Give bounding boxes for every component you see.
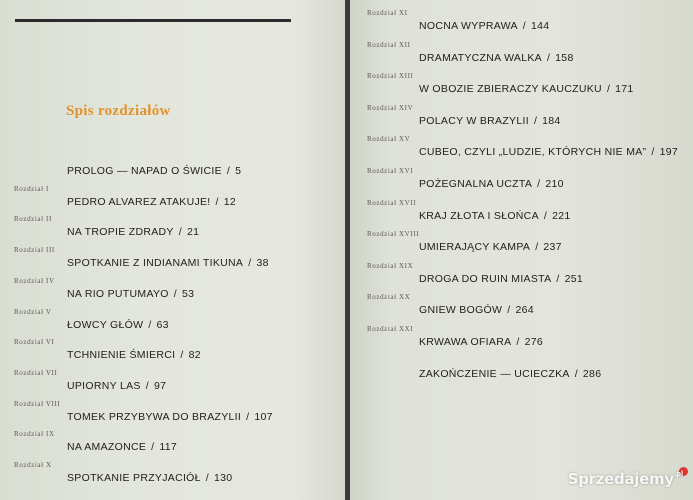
watermark bbox=[568, 470, 683, 488]
page-number: 171 bbox=[615, 83, 634, 96]
entry-separator: / bbox=[246, 410, 250, 423]
page-number: 130 bbox=[214, 472, 233, 484]
chapter-title: GNIEW BOGÓW bbox=[419, 304, 503, 317]
chapter-title: DROGA DO RUIN MIASTA bbox=[419, 272, 552, 285]
right-page bbox=[350, 0, 693, 500]
chapter-number-label: Rozdział XXI bbox=[367, 325, 414, 333]
entry-separator: / bbox=[145, 379, 149, 392]
chapter-title: TOMEK PRZYBYWA DO BRAZYLII bbox=[67, 410, 242, 423]
chapter-number-label: Rozdział XIX bbox=[367, 261, 414, 270]
entry-separator: / bbox=[173, 287, 177, 300]
toc-entry bbox=[419, 210, 571, 222]
toc-entry bbox=[67, 411, 273, 423]
chapter-title: PEDRO ALVAREZ ATAKUJE! bbox=[67, 195, 211, 208]
entry-separator: / bbox=[543, 209, 548, 222]
toc-entry bbox=[67, 226, 199, 238]
chapter-title: SPOTKANIE Z INDIANAMI TIKUNA bbox=[67, 257, 244, 270]
chapter-number-label: Rozdział X bbox=[14, 461, 52, 469]
chapter-number-label: Rozdział XVI bbox=[367, 167, 414, 175]
page-number: 12 bbox=[223, 195, 237, 208]
chapter-number-label: Rozdział XX bbox=[367, 293, 411, 302]
chapter-number-label: Rozdział IX bbox=[14, 430, 55, 439]
chapter-number-label: Rozdział XII bbox=[367, 40, 411, 49]
toc-entry bbox=[67, 288, 194, 300]
entry-separator: / bbox=[556, 272, 560, 285]
chapter-number-label: Rozdział IV bbox=[14, 276, 55, 285]
toc-entry bbox=[419, 83, 634, 95]
chapter-number-label: Rozdział XIII bbox=[367, 72, 414, 81]
chapter-title: NA TROPIE ZDRADY bbox=[67, 226, 174, 239]
entry-separator: / bbox=[226, 165, 231, 177]
chapter-title: ZAKOŃCZENIE — UCIECZKA bbox=[419, 367, 570, 380]
entry-separator: / bbox=[651, 146, 655, 159]
entry-separator: / bbox=[205, 472, 209, 484]
chapter-title: W OBOZIE ZBIERACZY KAUCZUKU bbox=[419, 83, 602, 96]
toc-entry bbox=[67, 165, 241, 177]
page-number: 184 bbox=[542, 114, 561, 127]
page-number: 97 bbox=[153, 379, 167, 392]
toc-entry bbox=[67, 472, 232, 484]
page-number: 251 bbox=[564, 272, 584, 285]
page-number: 21 bbox=[186, 226, 200, 239]
page-number: 264 bbox=[515, 304, 534, 317]
chapter-title: NA RIO PUTUMAYO bbox=[67, 287, 169, 300]
page-number: 237 bbox=[543, 241, 562, 254]
entry-separator: / bbox=[178, 226, 182, 239]
chapter-title: KRWAWA OFIARA bbox=[419, 336, 512, 348]
toc-entry bbox=[419, 368, 601, 380]
page-number: 221 bbox=[552, 209, 571, 222]
chapter-title: PROLOG — NAPAD O ŚWICIE bbox=[67, 165, 222, 177]
entry-separator: / bbox=[537, 178, 541, 190]
toc-entry bbox=[419, 241, 562, 253]
watermark-tld: .pl bbox=[673, 470, 683, 478]
chapter-title: KRAJ ZŁOTA I SŁOŃCA bbox=[419, 209, 539, 222]
page-number: 107 bbox=[254, 410, 273, 423]
chapter-title: TCHNIENIE ŚMIERCI bbox=[67, 349, 176, 362]
toc-entry bbox=[67, 380, 166, 392]
chapter-number-label: Rozdział XVII bbox=[367, 198, 417, 207]
chapter-title: POLACY W BRAZYLII bbox=[419, 114, 529, 127]
page-number: 117 bbox=[159, 441, 178, 454]
page-number: 53 bbox=[181, 287, 195, 300]
chapter-number-label: Rozdział VII bbox=[14, 368, 58, 377]
chapter-number-label: Rozdział I bbox=[14, 184, 49, 193]
page-number: 38 bbox=[256, 257, 269, 270]
page-number: 158 bbox=[555, 51, 574, 64]
entry-separator: / bbox=[535, 241, 539, 254]
top-rule bbox=[15, 19, 291, 22]
toc-entry bbox=[419, 273, 583, 285]
page-number: 144 bbox=[531, 20, 550, 32]
toc-entry bbox=[419, 52, 574, 64]
toc-entry bbox=[67, 196, 236, 208]
page-number: 82 bbox=[188, 349, 201, 362]
chapter-title: POŻEGNALNA UCZTA bbox=[419, 178, 533, 190]
chapter-number-label: Rozdział V bbox=[14, 307, 52, 316]
toc-heading: Spis rozdziałów bbox=[66, 103, 171, 119]
toc-entry bbox=[419, 304, 534, 316]
entry-separator: / bbox=[546, 51, 551, 64]
toc-entry bbox=[67, 349, 201, 361]
chapter-title: ŁOWCY GŁÓW bbox=[67, 318, 144, 331]
chapter-number-label: Rozdział XI bbox=[367, 9, 408, 17]
chapter-number-label: Rozdział II bbox=[14, 215, 52, 224]
chapter-number-label: Rozdział VI bbox=[14, 338, 55, 347]
entry-separator: / bbox=[148, 318, 152, 331]
page-number: 210 bbox=[545, 178, 564, 190]
chapter-number-label: Rozdział III bbox=[14, 246, 55, 255]
chapter-number-label: Rozdział VIII bbox=[14, 399, 61, 408]
chapter-title: NOCNA WYPRAWA bbox=[419, 20, 518, 32]
toc-entry bbox=[67, 319, 169, 331]
entry-separator: / bbox=[522, 20, 527, 32]
toc-entry bbox=[67, 441, 177, 453]
page-number: 276 bbox=[524, 336, 544, 348]
toc-entry bbox=[419, 146, 678, 158]
chapter-number-label: Rozdział XIV bbox=[367, 103, 414, 112]
page-number: 63 bbox=[156, 318, 169, 331]
entry-separator: / bbox=[180, 349, 184, 362]
entry-separator: / bbox=[151, 441, 155, 454]
page-number: 197 bbox=[659, 146, 678, 159]
watermark-text: Sprzedajemy bbox=[567, 470, 674, 488]
toc-entry bbox=[419, 115, 561, 127]
toc-entry bbox=[419, 336, 543, 348]
entry-separator: / bbox=[516, 336, 520, 348]
chapter-title: CUBEO, CZYLI „LUDZIE, KTÓRYCH NIE MA” bbox=[419, 146, 647, 159]
page-number: 5 bbox=[235, 165, 242, 177]
toc-entry bbox=[67, 257, 269, 269]
chapter-number-label: Rozdział XVIII bbox=[367, 230, 420, 239]
entry-separator: / bbox=[574, 367, 578, 380]
chapter-title: NA AMAZONCE bbox=[67, 441, 147, 454]
entry-separator: / bbox=[507, 304, 511, 317]
left-page bbox=[0, 0, 345, 500]
entry-separator: / bbox=[533, 114, 538, 127]
chapter-number-label: Rozdział XV bbox=[367, 135, 411, 144]
page-number: 286 bbox=[582, 367, 602, 380]
toc-entry bbox=[419, 178, 564, 190]
chapter-title: DRAMATYCZNA WALKA bbox=[419, 51, 542, 64]
entry-separator: / bbox=[248, 257, 252, 270]
chapter-title: SPOTKANIE PRZYJACIÓŁ bbox=[67, 472, 201, 484]
chapter-title: UMIERAJĄCY KAMPA bbox=[419, 241, 531, 254]
entry-separator: / bbox=[606, 83, 611, 96]
chapter-title: UPIORNY LAS bbox=[67, 379, 141, 392]
toc-entry bbox=[419, 20, 549, 32]
entry-separator: / bbox=[215, 195, 219, 208]
